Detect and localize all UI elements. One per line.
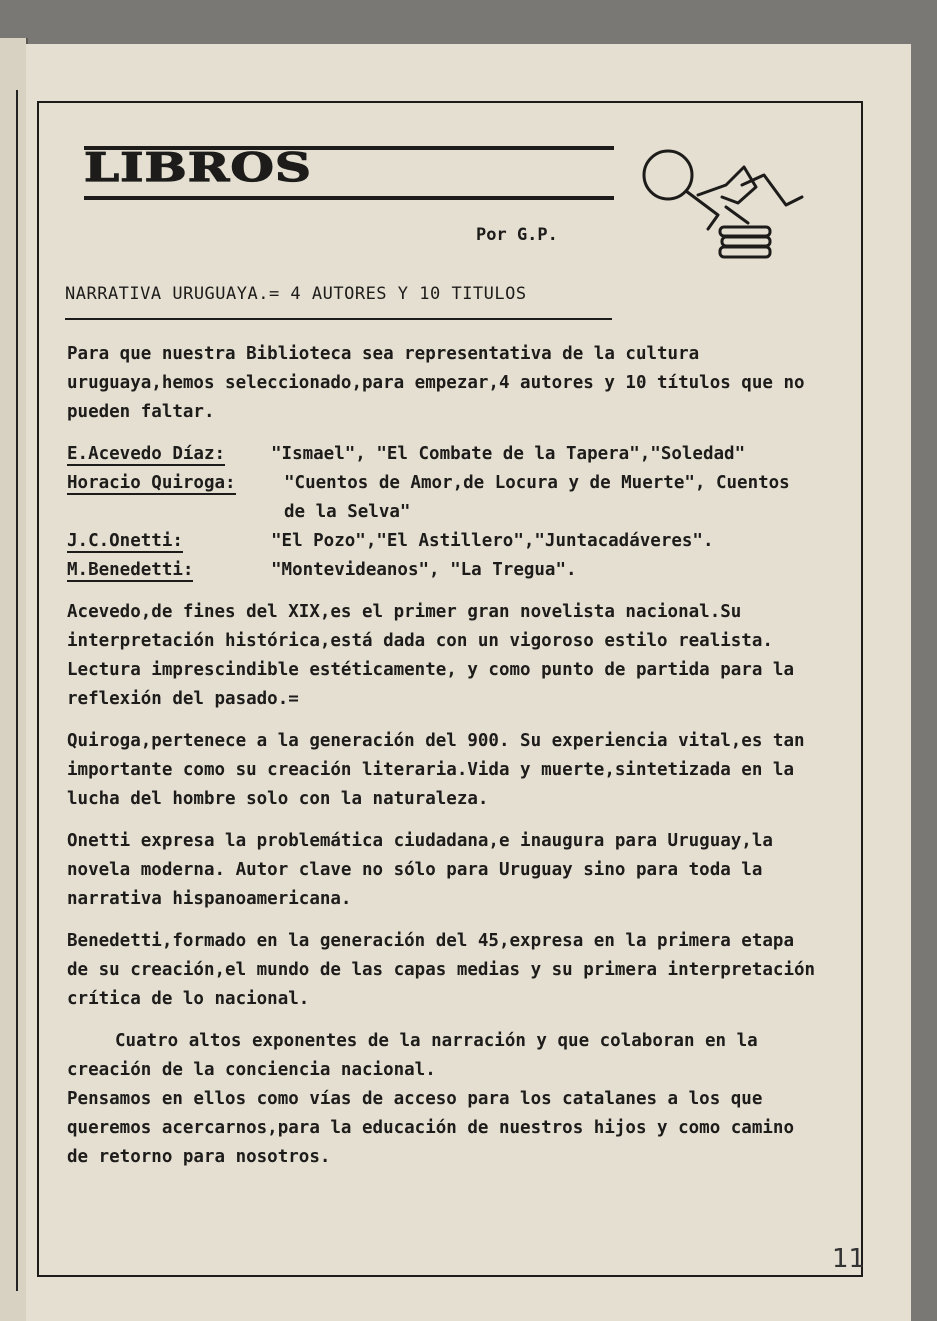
- author-works: "El Pozo","El Astillero","Juntacadáveres".: [271, 531, 714, 551]
- author-row: [67, 556, 819, 585]
- author-row: [67, 527, 819, 556]
- author-row: [67, 440, 819, 469]
- author-name: M.Benedetti:: [67, 560, 194, 580]
- reader-with-books-illustration-icon: [638, 145, 818, 265]
- document-page: [26, 44, 911, 1321]
- page-number: 11: [832, 1244, 866, 1274]
- adjacent-page-frame-line: [0, 90, 18, 1291]
- paragraph-onetti: Onetti expresa la problemática ciudadana,e inaugura para Uruguay,la novela moderna. Autor clave no sólo para Uruguay sino para toda la narrativa hispanoamericana.: [67, 831, 773, 909]
- author-name: E.Acevedo Díaz:: [67, 444, 226, 464]
- closing-paragraph-2: Pensamos en ellos como vías de acceso para los catalanes a los que queremos acercarnos,para la educación de nuestros hijos y como camino de retorno para nosotros.: [67, 1089, 794, 1167]
- intro-paragraph: Para que nuestra Biblioteca sea representativa de la cultura uruguaya,hemos seleccionado,para empezar,4 autores y 10 títulos que no pueden faltar.: [67, 344, 805, 422]
- byline: Por G.P.: [476, 225, 558, 245]
- closing-paragraph: Cuatro altos exponentes de la narración y que colaboran en la creación de la conciencia nacional.: [67, 1031, 758, 1080]
- author-works: "Ismael", "El Combate de la Tapera","Soledad": [271, 444, 746, 464]
- paragraph-acevedo: Acevedo,de fines del XIX,es el primer gran novelista nacional.Su interpretación histórica,está dada con un vigoroso estilo realista. Lectura imprescindible estéticamente, y como punto de partida para la reflexión del pasado.=: [67, 602, 794, 709]
- section-title: NARRATIVA URUGUAYA.= 4 AUTORES Y 10 TITULOS: [65, 284, 527, 304]
- article-body: [67, 340, 819, 1185]
- author-row: [67, 469, 819, 527]
- page-title: LIBROS: [84, 144, 313, 191]
- paragraph-benedetti: Benedetti,formado en la generación del 45,expresa en la primera etapa de su creación,el mundo de las capas medias y su primera interpretación crítica de lo nacional.: [67, 931, 816, 1009]
- author-name: Horacio Quiroga:: [67, 473, 236, 493]
- author-works: "Cuentos de Amor,de Locura y de Muerte", Cuentos de la Selva": [284, 473, 790, 522]
- section-rule: [65, 318, 612, 320]
- adjacent-page-edge: [0, 38, 28, 1321]
- masthead-bottom-rule: [84, 196, 614, 200]
- author-list: [67, 440, 819, 585]
- author-name: J.C.Onetti:: [67, 531, 183, 551]
- author-works: "Montevideanos", "La Tregua".: [271, 560, 577, 580]
- paragraph-quiroga: Quiroga,pertenece a la generación del 900. Su experiencia vital,es tan importante como su creación literaria.Vida y muerte,sintetizada en la lucha del hombre solo con la naturaleza.: [67, 731, 805, 809]
